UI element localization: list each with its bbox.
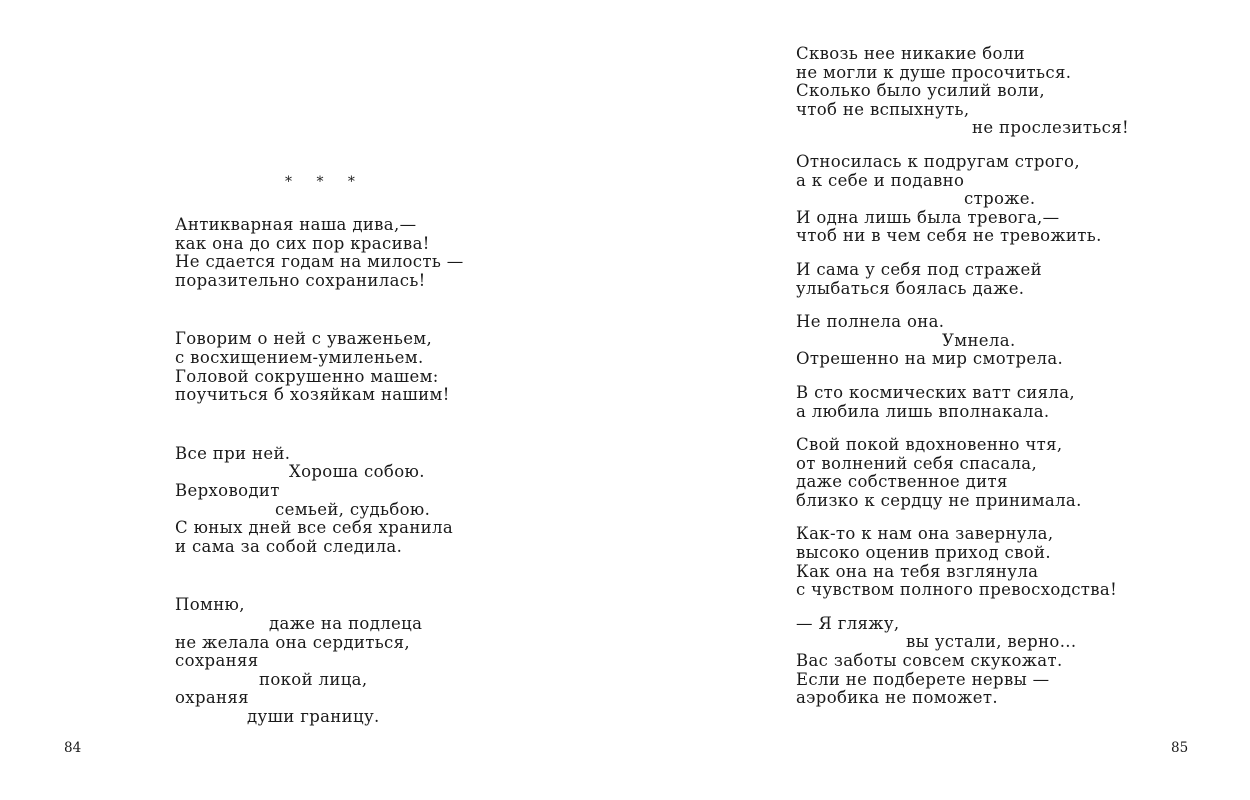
poem-line: чтоб не вспыхнуть, — [796, 99, 970, 119]
page-number: 85 — [1171, 740, 1189, 756]
page-number: 84 — [64, 740, 82, 756]
poem-left — [175, 216, 464, 726]
poem-line: Отрешенно на мир смотрела. — [796, 349, 1064, 369]
poem-line: вы устали, верно... — [906, 632, 1077, 652]
poem-line: а любила лишь вполнакала. — [796, 401, 1050, 421]
poem-line: поучиться б хозяйкам нашим! — [175, 385, 450, 405]
poem-line: даже на подлеца — [269, 613, 423, 633]
poem-right — [796, 45, 1129, 708]
section-separator: * * * — [285, 174, 365, 190]
poem-line: И одна лишь была тревога,— — [796, 207, 1060, 227]
poem-line: Говорим о ней с уваженьем, — [175, 329, 433, 349]
poem-line: семьей, судьбою. — [275, 499, 431, 519]
poem-line: Сколько было усилий воли, — [796, 81, 1045, 101]
poem-line: Не сдается годам на милость — — [175, 252, 464, 272]
poem-line: И сама у себя под стражей — [796, 259, 1042, 279]
poem-line: — Я гляжу, — [796, 613, 900, 633]
poem-line: сохраняя — [175, 651, 259, 671]
poem-line: не могли к душе просочиться. — [796, 62, 1072, 82]
poem-line: С юных дней все себя хранила — [175, 518, 454, 538]
poem-line: охраняя — [175, 688, 249, 708]
poem-line: Как-то к нам она завернула, — [796, 524, 1054, 544]
poem-line: Как она на тебя взглянула — [796, 561, 1039, 581]
poem-line: Вас заботы совсем скукожат. — [796, 651, 1063, 671]
poem-line: Свой покой вдохновенно чтя, — [796, 435, 1063, 455]
poem-line: души границу. — [247, 706, 380, 726]
poem-line: близко к сердцу не принимала. — [796, 490, 1082, 510]
poem-line: Умнела. — [942, 330, 1016, 350]
poem-line: Антикварная наша дива,— — [175, 215, 417, 234]
poem-line: улыбаться боялась даже. — [796, 278, 1025, 298]
poem-line: Все при ней. — [175, 443, 291, 463]
poem-line: Относилась к подругам строго, — [796, 151, 1080, 171]
poem-line: с чувством полного превосходства! — [796, 580, 1118, 600]
poem-line: от волнений себя спасала, — [796, 453, 1038, 473]
poem-line: Головой сокрушенно машем: — [175, 366, 439, 386]
poem-line: не желала она сердиться, — [175, 632, 410, 652]
poem-line: не прослезиться! — [972, 118, 1129, 138]
poem-line: чтоб ни в чем себя не тревожить. — [796, 226, 1102, 246]
right-page — [625, 0, 1250, 800]
poem-line: Хороша собою. — [289, 462, 425, 482]
poem-line: Верховодит — [175, 480, 280, 500]
poem-line: Помню, — [175, 595, 245, 615]
poem-line: высоко оценив приход свой. — [796, 543, 1051, 563]
poem-line: строже. — [964, 189, 1036, 209]
poem-line: как она до сих пор красива! — [175, 233, 430, 253]
poem-line: Сквозь нее никакие боли — [796, 44, 1026, 63]
poem-line: с восхищением-умиленьем. — [175, 347, 424, 367]
poem-line: а к себе и подавно — [796, 170, 965, 190]
poem-line: аэробика не поможет. — [796, 688, 998, 708]
poem-line: покой лица, — [259, 669, 368, 689]
poem-line: Не полнела она. — [796, 312, 945, 332]
poem-line: Если не подберете нервы — — [796, 669, 1050, 689]
poem-line: даже собственное дитя — [796, 472, 1008, 492]
poem-line: и сама за собой следила. — [175, 536, 403, 556]
poem-line: поразительно сохранилась! — [175, 270, 426, 290]
poem-line: В сто космических ватт сияла, — [796, 382, 1075, 402]
